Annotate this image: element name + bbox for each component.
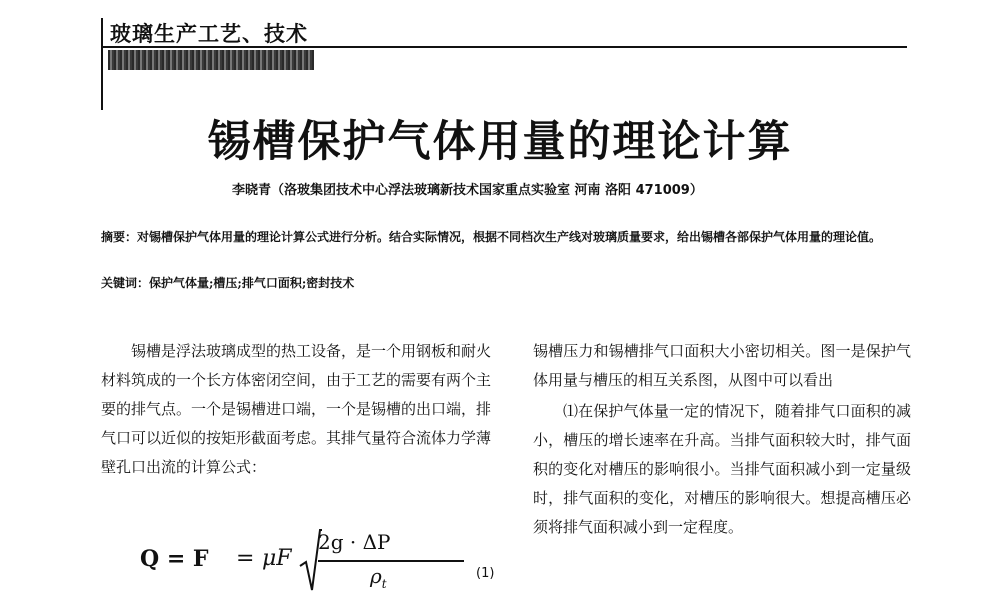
equation-number: (1) xyxy=(476,566,495,581)
right-paragraph-1: 锡槽压力和锡槽排气口面积大小密切相关。图一是保护气体用量与槽压的相互关系图，从图中可以看出 xyxy=(533,342,911,389)
header-decorative-bar xyxy=(108,50,314,70)
left-column xyxy=(101,337,491,482)
keywords: 关键词：保护气体量;槽压;排气口面积;密封技术 xyxy=(101,276,355,290)
formula-coefficient: μF xyxy=(262,546,292,571)
fraction-bar xyxy=(318,560,464,562)
formula-equals: = xyxy=(236,546,255,571)
formula-denominator-sub: t xyxy=(381,577,387,591)
formula-lhs: Q = F xyxy=(140,546,209,572)
formula-1 xyxy=(140,528,500,598)
article-title: 锡槽保护气体用量的理论计算 xyxy=(207,117,793,167)
author-affiliation: 李晓青（洛玻集团技术中心浮法玻璃新技术国家重点实验室 河南 洛阳 471009） xyxy=(232,183,703,198)
right-column xyxy=(533,337,911,542)
right-paragraph-2: ⑴在保护气体量一定的情况下，随着排气口面积的减小，槽压的增长速率在升高。当排气面积较大时，排气面积的变化对槽压的影响很小。当排气面积减小到一定量级时，排气面积的变化，对槽压的影响很大。想提高槽压必须将排气面积减小到一定程度。 xyxy=(533,402,911,536)
left-paragraph-1: 锡槽是浮法玻璃成型的热工设备，是一个用钢板和耐火材料筑成的一个长方体密闭空间，由于工艺的需要有两个主要的排气点。一个是锡槽进口端，一个是锡槽的出口端，排气口可以近似的按矩形截面考虑。其排气量符合流体力学薄壁孔口出流的计算公式： xyxy=(101,342,492,476)
header-vertical-rule xyxy=(101,18,103,110)
abstract: 摘要：对锡槽保护气体用量的理论计算公式进行分析。结合实际情况，根据不同档次生产线对玻璃质量要求，给出锡槽各部保护气体用量的理论值。 xyxy=(101,230,882,244)
section-header: 玻璃生产工艺、技术 xyxy=(110,22,308,46)
formula-denominator xyxy=(370,564,387,591)
formula-numerator: 2g · ΔP xyxy=(318,530,391,554)
formula-denominator-rho: ρ xyxy=(370,564,382,588)
